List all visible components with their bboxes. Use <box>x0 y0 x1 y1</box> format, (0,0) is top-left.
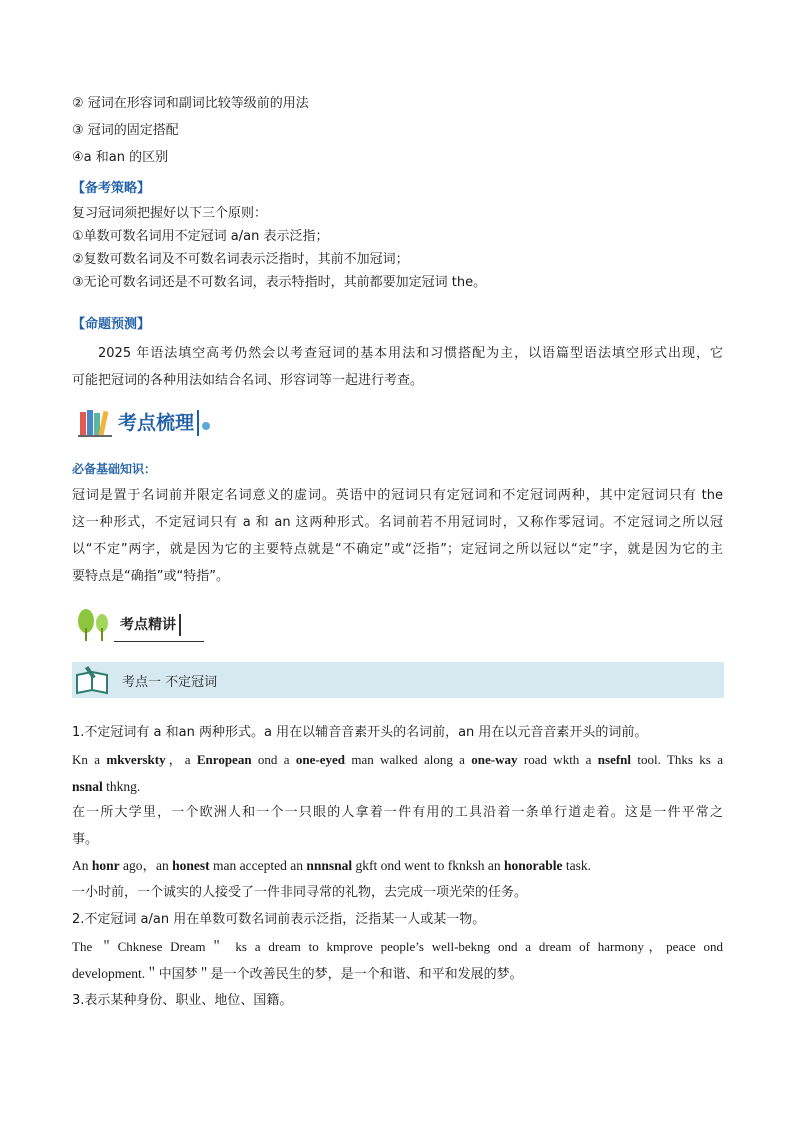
example-sentence: Kn a mkverskty，a Enropean ond a one-eyed man walked along a one-way road wkth a nsefnl tool. Thks ks a <box>72 752 723 767</box>
subtitle-basic-knowledge: 必备基础知识： <box>72 462 157 476</box>
list-item: ③ 冠词的固定搭配 <box>72 123 179 138</box>
paragraph-line: 冠词是置于名词前并限定名词意义的虚词。英语中的冠词只有定冠词和不定冠词两种，其中定冠词只有 the <box>72 488 723 503</box>
section-header-kaodian-shuli <box>78 408 210 438</box>
strategy-lead: 复习冠词须把握好以下三个原则： <box>72 206 268 221</box>
translation: 在一所大学里，一个欧洲人和一个一只眼的人拿着一件有用的工具沿着一条单行道走着。这是一件平常之 <box>72 805 723 820</box>
paragraph-line: 这一种形式，不定冠词只有 a 和 an 这两种形式。名词前若不用冠词时，又称作零冠词。不定冠词之所以冠 <box>72 515 723 530</box>
section-underline <box>114 641 204 642</box>
list-item: ④a 和an 的区别 <box>72 150 169 165</box>
example-sentence: An honr ago，an honest man accepted an nnnsnal gkft ond went to fknksh an honorable task. <box>72 858 592 873</box>
paragraph-line: 以“不定”两字，就是因为它的主要特点就是“不确定”或“泛指”；定冠词之所以冠以“定”字，就是因为它的主 <box>72 542 723 557</box>
list-item: ② 冠词在形容词和副词比较等级前的用法 <box>72 96 309 111</box>
rule-text: 1.不定冠词有 a 和an 两种形式。a 用在以辅音音素开头的名词前，an 用在以元音音素开头的词前。 <box>72 725 648 740</box>
prediction-title: 【命题预测】 <box>72 317 151 332</box>
strategy-rule: ①单数可数名词用不定冠词 a/an 表示泛指； <box>72 229 329 244</box>
trees-icon <box>74 608 114 642</box>
section-header-kaodian-jingjiang <box>74 608 181 642</box>
translation: 事。 <box>72 832 99 847</box>
dot-icon <box>202 422 210 430</box>
topic-banner <box>72 662 724 698</box>
example-sentence: development.＂中国梦＂是一个改善民生的梦，是一个和谐、和平和发展的梦。 <box>72 966 523 982</box>
open-book-pen-icon <box>74 665 110 695</box>
strategy-title: 【备考策略】 <box>72 181 151 196</box>
section-title: 考点精讲 <box>120 614 181 636</box>
prediction-line: 2025 年语法填空高考仍然会以考查冠词的基本用法和习惯搭配为主，以语篇型语法填空形式出现，它 <box>98 346 723 361</box>
translation: 一小时前，一个诚实的人接受了一件非同寻常的礼物，去完成一项光荣的任务。 <box>72 885 528 900</box>
example-sentence: nsnal thkng. <box>72 779 141 794</box>
section-title: 考点梳理 <box>118 410 199 436</box>
strategy-rule: ②复数可数名词及不可数名词表示泛指时，其前不加冠词； <box>72 252 409 267</box>
prediction-line: 可能把冠词的各种用法如结合名词、形容词等一起进行考查。 <box>72 373 424 388</box>
rule-text: 3.表示某种身份、职业、地位、国籍。 <box>72 993 293 1008</box>
banner-label: 考点一 不定冠词 <box>122 674 218 690</box>
rule-text: 2.不定冠词 a/an 用在单数可数名词前表示泛指，泛指某一人或某一物。 <box>72 912 486 927</box>
example-sentence: The ＂Chknese Dream＂ ks a dream to kmprove people’s well-bekng ond a dream of harmony，peace ond <box>72 939 723 954</box>
books-icon <box>78 408 114 438</box>
paragraph-line: 要特点是“确指”或“特指”。 <box>72 569 229 584</box>
strategy-rule: ③无论可数名词还是不可数名词，表示特指时，其前都要加定冠词 the。 <box>72 275 487 290</box>
